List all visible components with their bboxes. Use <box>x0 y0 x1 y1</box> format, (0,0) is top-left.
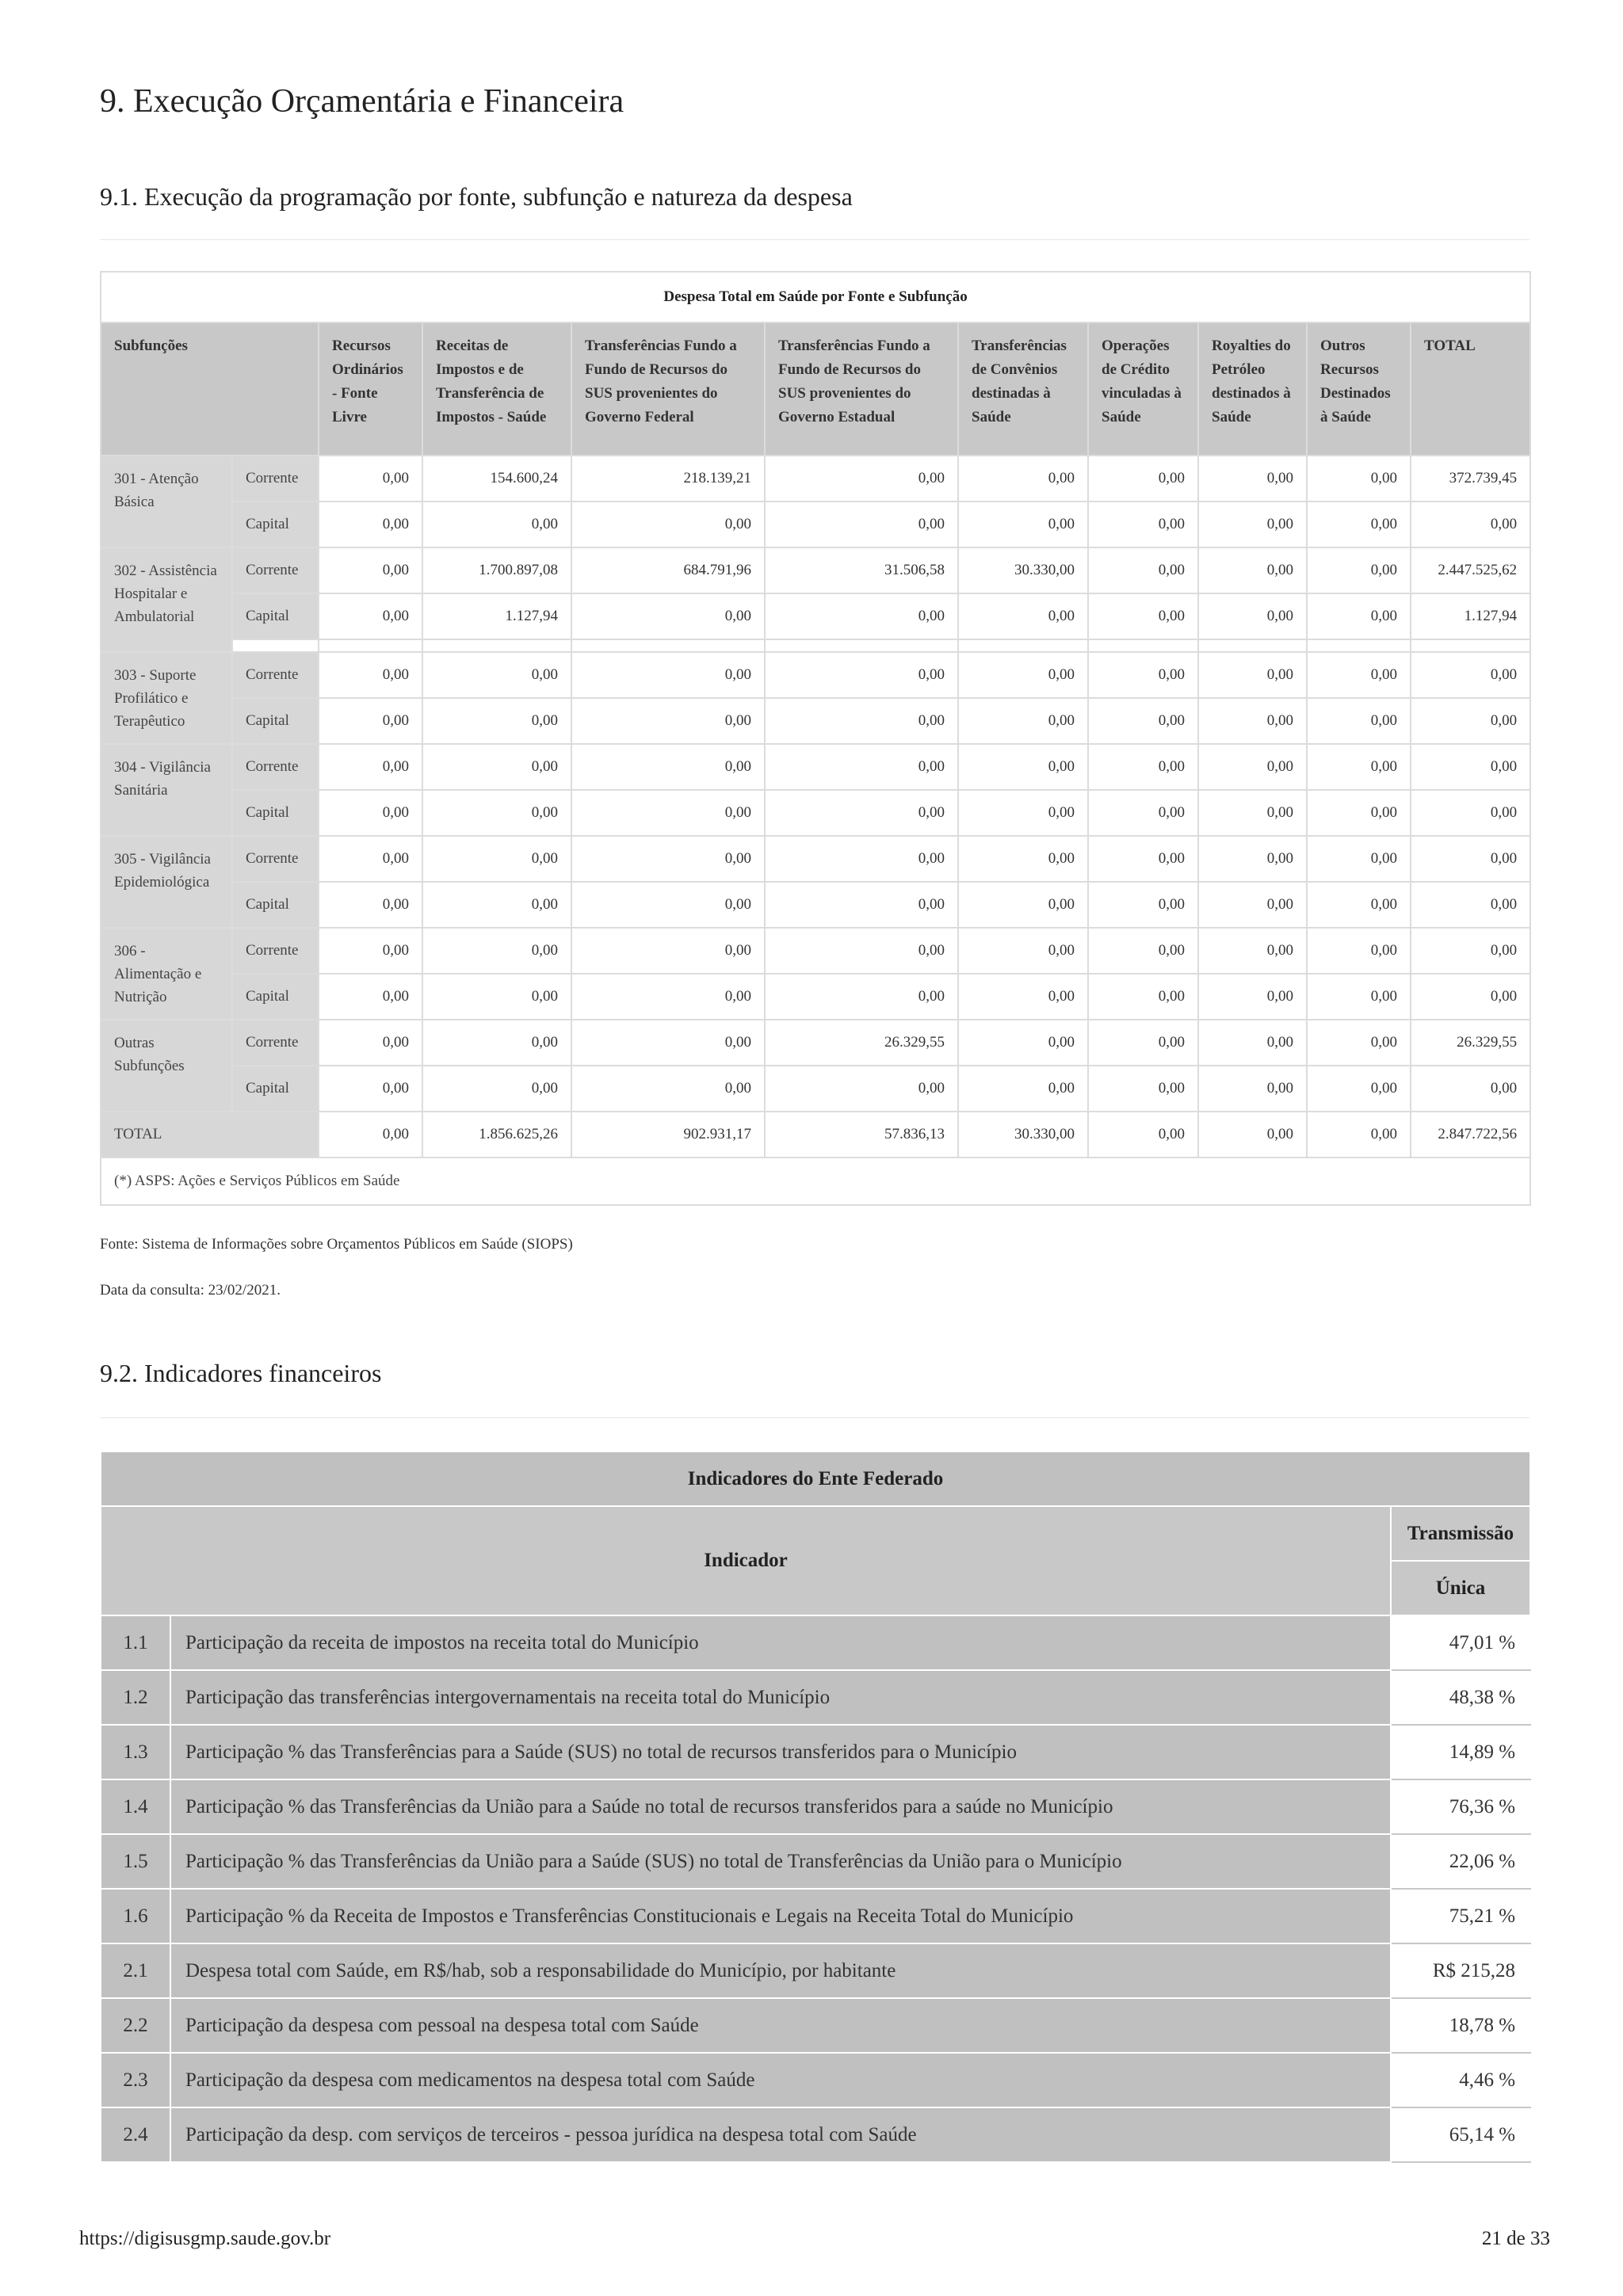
value-cell: 0,00 <box>1411 502 1530 547</box>
table-row <box>101 836 1530 882</box>
subsection-title-indicadores: 9.2. Indicadores financeiros <box>100 1359 382 1387</box>
table-row <box>101 790 1530 836</box>
indicator-row <box>101 2107 1530 2162</box>
value-cell: 31.506,58 <box>765 547 958 593</box>
natureza-type: Capital <box>232 882 319 928</box>
value-cell: 0,00 <box>1307 502 1411 547</box>
total-row <box>101 1112 1530 1158</box>
value-cell: 0,00 <box>958 836 1088 882</box>
value-cell: 0,00 <box>1088 502 1198 547</box>
subfuncoes-header: Subfunções <box>101 322 319 456</box>
column-header: Outros Recursos Destinados à Saúde <box>1307 322 1411 456</box>
indicator-description: Participação da despesa com pessoal na despesa total com Saúde <box>170 1998 1391 2053</box>
table-row <box>101 1066 1530 1112</box>
value-cell: 0,00 <box>765 652 958 698</box>
value-cell: 0,00 <box>1307 974 1411 1020</box>
value-cell: 0,00 <box>958 502 1088 547</box>
value-cell: 0,00 <box>1198 1020 1307 1066</box>
value-cell: 0,00 <box>571 974 765 1020</box>
spacer-cell <box>1411 639 1530 652</box>
indicator-description: Participação da receita de impostos na receita total do Município <box>170 1615 1391 1670</box>
value-cell: 30.330,00 <box>958 547 1088 593</box>
value-cell: 0,00 <box>319 502 422 547</box>
indicator-code: 2.3 <box>101 2053 170 2107</box>
table-row <box>101 593 1530 639</box>
natureza-type: Capital <box>232 790 319 836</box>
table-row <box>101 882 1530 928</box>
value-cell: 0,00 <box>1411 882 1530 928</box>
column-header: Transferências de Convênios destinadas à Saúde <box>958 322 1088 456</box>
table-title: Indicadores do Ente Federado <box>101 1451 1530 1506</box>
value-cell: 26.329,55 <box>765 1020 958 1066</box>
indicator-description: Participação da desp. com serviços de terceiros - pessoa jurídica na despesa total com Saúde <box>170 2107 1391 2162</box>
value-cell: 0,00 <box>422 928 571 974</box>
value-cell: 0,00 <box>1088 652 1198 698</box>
spacer-cell <box>958 639 1088 652</box>
divider <box>100 239 1529 240</box>
value-cell: 0,00 <box>1088 1020 1198 1066</box>
transmission-header: Transmissão <box>1391 1506 1530 1561</box>
value-cell: 0,00 <box>422 744 571 790</box>
value-cell: 0,00 <box>1198 928 1307 974</box>
table-row <box>101 698 1530 744</box>
value-cell: 0,00 <box>765 836 958 882</box>
indicator-row <box>101 1779 1530 1834</box>
subfuncao-name: 301 - Atenção Básica <box>101 456 232 547</box>
indicator-description: Participação da despesa com medicamentos na despesa total com Saúde <box>170 2053 1391 2107</box>
value-cell: 0,00 <box>1088 698 1198 744</box>
indicator-value: 18,78 % <box>1391 1998 1530 2053</box>
subsection-title-execucao: 9.1. Execução da programação por fonte, subfunção e natureza da despesa <box>100 182 853 211</box>
subfuncao-name: 305 - Vigilância Epidemiológica <box>101 836 232 928</box>
value-cell: 0,00 <box>1088 744 1198 790</box>
value-cell: 0,00 <box>1307 790 1411 836</box>
value-cell: 0,00 <box>319 547 422 593</box>
indicator-row <box>101 1998 1530 2053</box>
footer-page-number: 21 de 33 <box>1481 2228 1550 2249</box>
indicator-row <box>101 1670 1530 1725</box>
value-cell: 0,00 <box>1088 547 1198 593</box>
indicator-row <box>101 1943 1530 1998</box>
value-cell: 0,00 <box>571 652 765 698</box>
value-cell: 0,00 <box>1307 744 1411 790</box>
value-cell: 0,00 <box>319 836 422 882</box>
value-cell: 0,00 <box>765 1066 958 1112</box>
value-cell: 0,00 <box>571 836 765 882</box>
indicator-row <box>101 1889 1530 1943</box>
value-cell: 0,00 <box>958 698 1088 744</box>
consult-date: Data da consulta: 23/02/2021. <box>100 1282 281 1299</box>
source-text: Fonte: Sistema de Informações sobre Orçamentos Públicos em Saúde (SIOPS) <box>100 1236 573 1253</box>
spacer-cell <box>422 639 571 652</box>
value-cell: 0,00 <box>1307 547 1411 593</box>
indicator-row <box>101 1725 1530 1779</box>
spacer-cell <box>765 639 958 652</box>
value-cell: 0,00 <box>571 502 765 547</box>
value-cell: 0,00 <box>319 456 422 502</box>
total-value: 902.931,17 <box>571 1112 765 1158</box>
indicator-value: R$ 215,28 <box>1391 1943 1530 1998</box>
value-cell: 218.139,21 <box>571 456 765 502</box>
value-cell: 0,00 <box>319 1066 422 1112</box>
value-cell: 0,00 <box>1411 836 1530 882</box>
value-cell: 0,00 <box>1198 882 1307 928</box>
table-row <box>101 1020 1530 1066</box>
value-cell: 0,00 <box>422 882 571 928</box>
value-cell: 0,00 <box>765 698 958 744</box>
subfuncao-name: 304 - Vigilância Sanitária <box>101 744 232 836</box>
value-cell: 0,00 <box>1088 1066 1198 1112</box>
indicator-description: Participação % das Transferências da União para a Saúde (SUS) no total de Transferências da União para o Município <box>170 1834 1391 1889</box>
natureza-type: Capital <box>232 593 319 639</box>
indicator-description: Participação % das Transferências da União para a Saúde no total de recursos transferidos para a saúde no Município <box>170 1779 1391 1834</box>
total-value: 0,00 <box>1307 1112 1411 1158</box>
table-row <box>101 974 1530 1020</box>
spacer-cell <box>232 639 319 652</box>
subfuncao-name: Outras Subfunções <box>101 1020 232 1112</box>
indicator-description: Participação das transferências intergovernamentais na receita total do Município <box>170 1670 1391 1725</box>
total-value: 0,00 <box>319 1112 422 1158</box>
value-cell: 0,00 <box>1307 1020 1411 1066</box>
value-cell: 0,00 <box>571 744 765 790</box>
caption-row <box>101 272 1530 322</box>
value-cell: 0,00 <box>571 593 765 639</box>
despesa-table <box>100 271 1531 1206</box>
value-cell: 0,00 <box>958 593 1088 639</box>
indicator-code: 2.4 <box>101 2107 170 2162</box>
total-value: 2.847.722,56 <box>1411 1112 1530 1158</box>
value-cell: 0,00 <box>319 698 422 744</box>
value-cell: 0,00 <box>958 744 1088 790</box>
table-row <box>101 928 1530 974</box>
value-cell: 0,00 <box>1198 790 1307 836</box>
header-row <box>101 1506 1530 1561</box>
spacer-cell <box>1307 639 1411 652</box>
value-cell: 0,00 <box>422 974 571 1020</box>
indicator-code: 1.4 <box>101 1779 170 1834</box>
total-value: 30.330,00 <box>958 1112 1088 1158</box>
value-cell: 0,00 <box>1307 928 1411 974</box>
value-cell: 0,00 <box>1198 1066 1307 1112</box>
value-cell: 26.329,55 <box>1411 1020 1530 1066</box>
value-cell: 0,00 <box>1411 1066 1530 1112</box>
value-cell: 0,00 <box>571 1020 765 1066</box>
value-cell: 0,00 <box>571 1066 765 1112</box>
value-cell: 684.791,96 <box>571 547 765 593</box>
value-cell: 0,00 <box>1198 502 1307 547</box>
value-cell: 0,00 <box>422 1066 571 1112</box>
indicator-description: Participação % das Transferências para a Saúde (SUS) no total de recursos transferidos para o Município <box>170 1725 1391 1779</box>
indicator-value: 47,01 % <box>1391 1615 1530 1670</box>
subfuncao-name: 306 - Alimentação e Nutrição <box>101 928 232 1020</box>
section-title: 9. Execução Orçamentária e Financeira <box>100 83 624 120</box>
value-cell: 0,00 <box>319 1020 422 1066</box>
table-note: (*) ASPS: Ações e Serviços Públicos em Saúde <box>101 1158 1530 1205</box>
value-cell: 0,00 <box>319 882 422 928</box>
indicator-value: 75,21 % <box>1391 1889 1530 1943</box>
value-cell: 0,00 <box>765 502 958 547</box>
value-cell: 0,00 <box>571 882 765 928</box>
value-cell: 0,00 <box>765 744 958 790</box>
value-cell: 0,00 <box>1198 744 1307 790</box>
header-row <box>101 322 1530 456</box>
indicator-description: Participação % da Receita de Impostos e Transferências Constitucionais e Legais na Receita Total do Município <box>170 1889 1391 1943</box>
natureza-type: Capital <box>232 974 319 1020</box>
value-cell: 1.127,94 <box>1411 593 1530 639</box>
spacer-row <box>101 639 1530 652</box>
value-cell: 0,00 <box>958 456 1088 502</box>
natureza-type: Capital <box>232 502 319 547</box>
natureza-type: Corrente <box>232 744 319 790</box>
value-cell: 0,00 <box>422 652 571 698</box>
value-cell: 0,00 <box>1307 1066 1411 1112</box>
value-cell: 0,00 <box>422 836 571 882</box>
value-cell: 0,00 <box>765 456 958 502</box>
value-cell: 0,00 <box>319 974 422 1020</box>
value-cell: 0,00 <box>571 790 765 836</box>
indicator-value: 14,89 % <box>1391 1725 1530 1779</box>
indicator-code: 2.2 <box>101 1998 170 2053</box>
value-cell: 0,00 <box>958 790 1088 836</box>
value-cell: 0,00 <box>319 652 422 698</box>
indicator-code: 1.1 <box>101 1615 170 1670</box>
value-cell: 0,00 <box>1198 547 1307 593</box>
value-cell: 0,00 <box>1411 744 1530 790</box>
natureza-type: Corrente <box>232 652 319 698</box>
indicator-value: 4,46 % <box>1391 2053 1530 2107</box>
value-cell: 0,00 <box>1088 928 1198 974</box>
indicator-code: 1.6 <box>101 1889 170 1943</box>
value-cell: 0,00 <box>1307 698 1411 744</box>
value-cell: 0,00 <box>958 1020 1088 1066</box>
value-cell: 154.600,24 <box>422 456 571 502</box>
subfuncao-name: 303 - Suporte Profilático e Terapêutico <box>101 652 232 744</box>
value-cell: 0,00 <box>1411 974 1530 1020</box>
value-cell: 0,00 <box>1411 698 1530 744</box>
indicator-code: 1.2 <box>101 1670 170 1725</box>
value-cell: 0,00 <box>319 928 422 974</box>
value-cell: 0,00 <box>958 652 1088 698</box>
value-cell: 0,00 <box>1198 652 1307 698</box>
indicator-row <box>101 1615 1530 1670</box>
indicator-value: 76,36 % <box>1391 1779 1530 1834</box>
value-cell: 0,00 <box>1088 974 1198 1020</box>
value-cell: 0,00 <box>765 593 958 639</box>
value-cell: 0,00 <box>1411 928 1530 974</box>
table-row <box>101 652 1530 698</box>
indicator-value: 65,14 % <box>1391 2107 1530 2162</box>
natureza-type: Corrente <box>232 1020 319 1066</box>
indicator-row <box>101 2053 1530 2107</box>
value-cell: 0,00 <box>1088 593 1198 639</box>
table-row <box>101 547 1530 593</box>
indicator-description: Despesa total com Saúde, em R$/hab, sob a responsabilidade do Município, por habitante <box>170 1943 1391 1998</box>
indicator-value: 48,38 % <box>1391 1670 1530 1725</box>
natureza-type: Capital <box>232 698 319 744</box>
unique-header: Única <box>1391 1561 1530 1615</box>
spacer-cell <box>1198 639 1307 652</box>
natureza-type: Corrente <box>232 547 319 593</box>
table-row <box>101 744 1530 790</box>
spacer-cell <box>319 639 422 652</box>
total-value: 57.836,13 <box>765 1112 958 1158</box>
value-cell: 0,00 <box>571 698 765 744</box>
value-cell: 0,00 <box>958 928 1088 974</box>
indicator-code: 2.1 <box>101 1943 170 1998</box>
value-cell: 1.127,94 <box>422 593 571 639</box>
value-cell: 0,00 <box>422 1020 571 1066</box>
indicadores-table <box>100 1451 1531 2163</box>
total-value: 1.856.625,26 <box>422 1112 571 1158</box>
column-header: Transferências Fundo a Fundo de Recursos do SUS provenientes do Governo Federal <box>571 322 765 456</box>
value-cell: 0,00 <box>1088 790 1198 836</box>
value-cell: 0,00 <box>765 882 958 928</box>
natureza-type: Capital <box>232 1066 319 1112</box>
value-cell: 0,00 <box>1307 456 1411 502</box>
value-cell: 0,00 <box>1088 456 1198 502</box>
value-cell: 2.447.525,62 <box>1411 547 1530 593</box>
total-label: TOTAL <box>101 1112 319 1158</box>
value-cell: 0,00 <box>1198 836 1307 882</box>
value-cell: 0,00 <box>319 744 422 790</box>
column-header: Receitas de Impostos e de Transferência de Impostos - Saúde <box>422 322 571 456</box>
value-cell: 0,00 <box>1088 882 1198 928</box>
column-header: Royalties do Petróleo destinados à Saúde <box>1198 322 1307 456</box>
natureza-type: Corrente <box>232 836 319 882</box>
divider <box>100 1417 1529 1418</box>
indicator-code: 1.5 <box>101 1834 170 1889</box>
indicator-code: 1.3 <box>101 1725 170 1779</box>
value-cell: 0,00 <box>1198 974 1307 1020</box>
value-cell: 0,00 <box>422 502 571 547</box>
total-value: 0,00 <box>1198 1112 1307 1158</box>
value-cell: 0,00 <box>1411 790 1530 836</box>
value-cell: 0,00 <box>319 593 422 639</box>
natureza-type: Corrente <box>232 928 319 974</box>
value-cell: 0,00 <box>1307 882 1411 928</box>
value-cell: 0,00 <box>958 974 1088 1020</box>
value-cell: 0,00 <box>1198 456 1307 502</box>
value-cell: 0,00 <box>958 1066 1088 1112</box>
value-cell: 0,00 <box>765 928 958 974</box>
spacer-cell <box>571 639 765 652</box>
value-cell: 0,00 <box>1198 593 1307 639</box>
value-cell: 0,00 <box>422 698 571 744</box>
value-cell: 0,00 <box>765 790 958 836</box>
subfuncao-name: 302 - Assistência Hospitalar e Ambulatorial <box>101 547 232 652</box>
table-caption: Despesa Total em Saúde por Fonte e Subfunção <box>101 272 1530 322</box>
value-cell: 0,00 <box>958 882 1088 928</box>
indicator-value: 22,06 % <box>1391 1834 1530 1889</box>
table-row <box>101 502 1530 547</box>
column-header: TOTAL <box>1411 322 1530 456</box>
value-cell: 372.739,45 <box>1411 456 1530 502</box>
value-cell: 0,00 <box>1307 652 1411 698</box>
value-cell: 0,00 <box>1088 836 1198 882</box>
total-value: 0,00 <box>1088 1112 1198 1158</box>
natureza-type: Corrente <box>232 456 319 502</box>
indicator-header: Indicador <box>101 1506 1391 1615</box>
value-cell: 1.700.897,08 <box>422 547 571 593</box>
value-cell: 0,00 <box>1307 593 1411 639</box>
spacer-cell <box>1088 639 1198 652</box>
column-header: Operações de Crédito vinculadas à Saúde <box>1088 322 1198 456</box>
value-cell: 0,00 <box>1411 652 1530 698</box>
value-cell: 0,00 <box>319 790 422 836</box>
value-cell: 0,00 <box>422 790 571 836</box>
value-cell: 0,00 <box>1198 698 1307 744</box>
table-row <box>101 456 1530 502</box>
column-header: Transferências Fundo a Fundo de Recursos do SUS provenientes do Governo Estadual <box>765 322 958 456</box>
table-title-row <box>101 1451 1530 1506</box>
indicator-row <box>101 1834 1530 1889</box>
note-row <box>101 1158 1530 1205</box>
footer-url: https://digisusgmp.saude.gov.br <box>79 2228 331 2249</box>
column-header: Recursos Ordinários - Fonte Livre <box>319 322 422 456</box>
value-cell: 0,00 <box>571 928 765 974</box>
value-cell: 0,00 <box>1307 836 1411 882</box>
value-cell: 0,00 <box>765 974 958 1020</box>
